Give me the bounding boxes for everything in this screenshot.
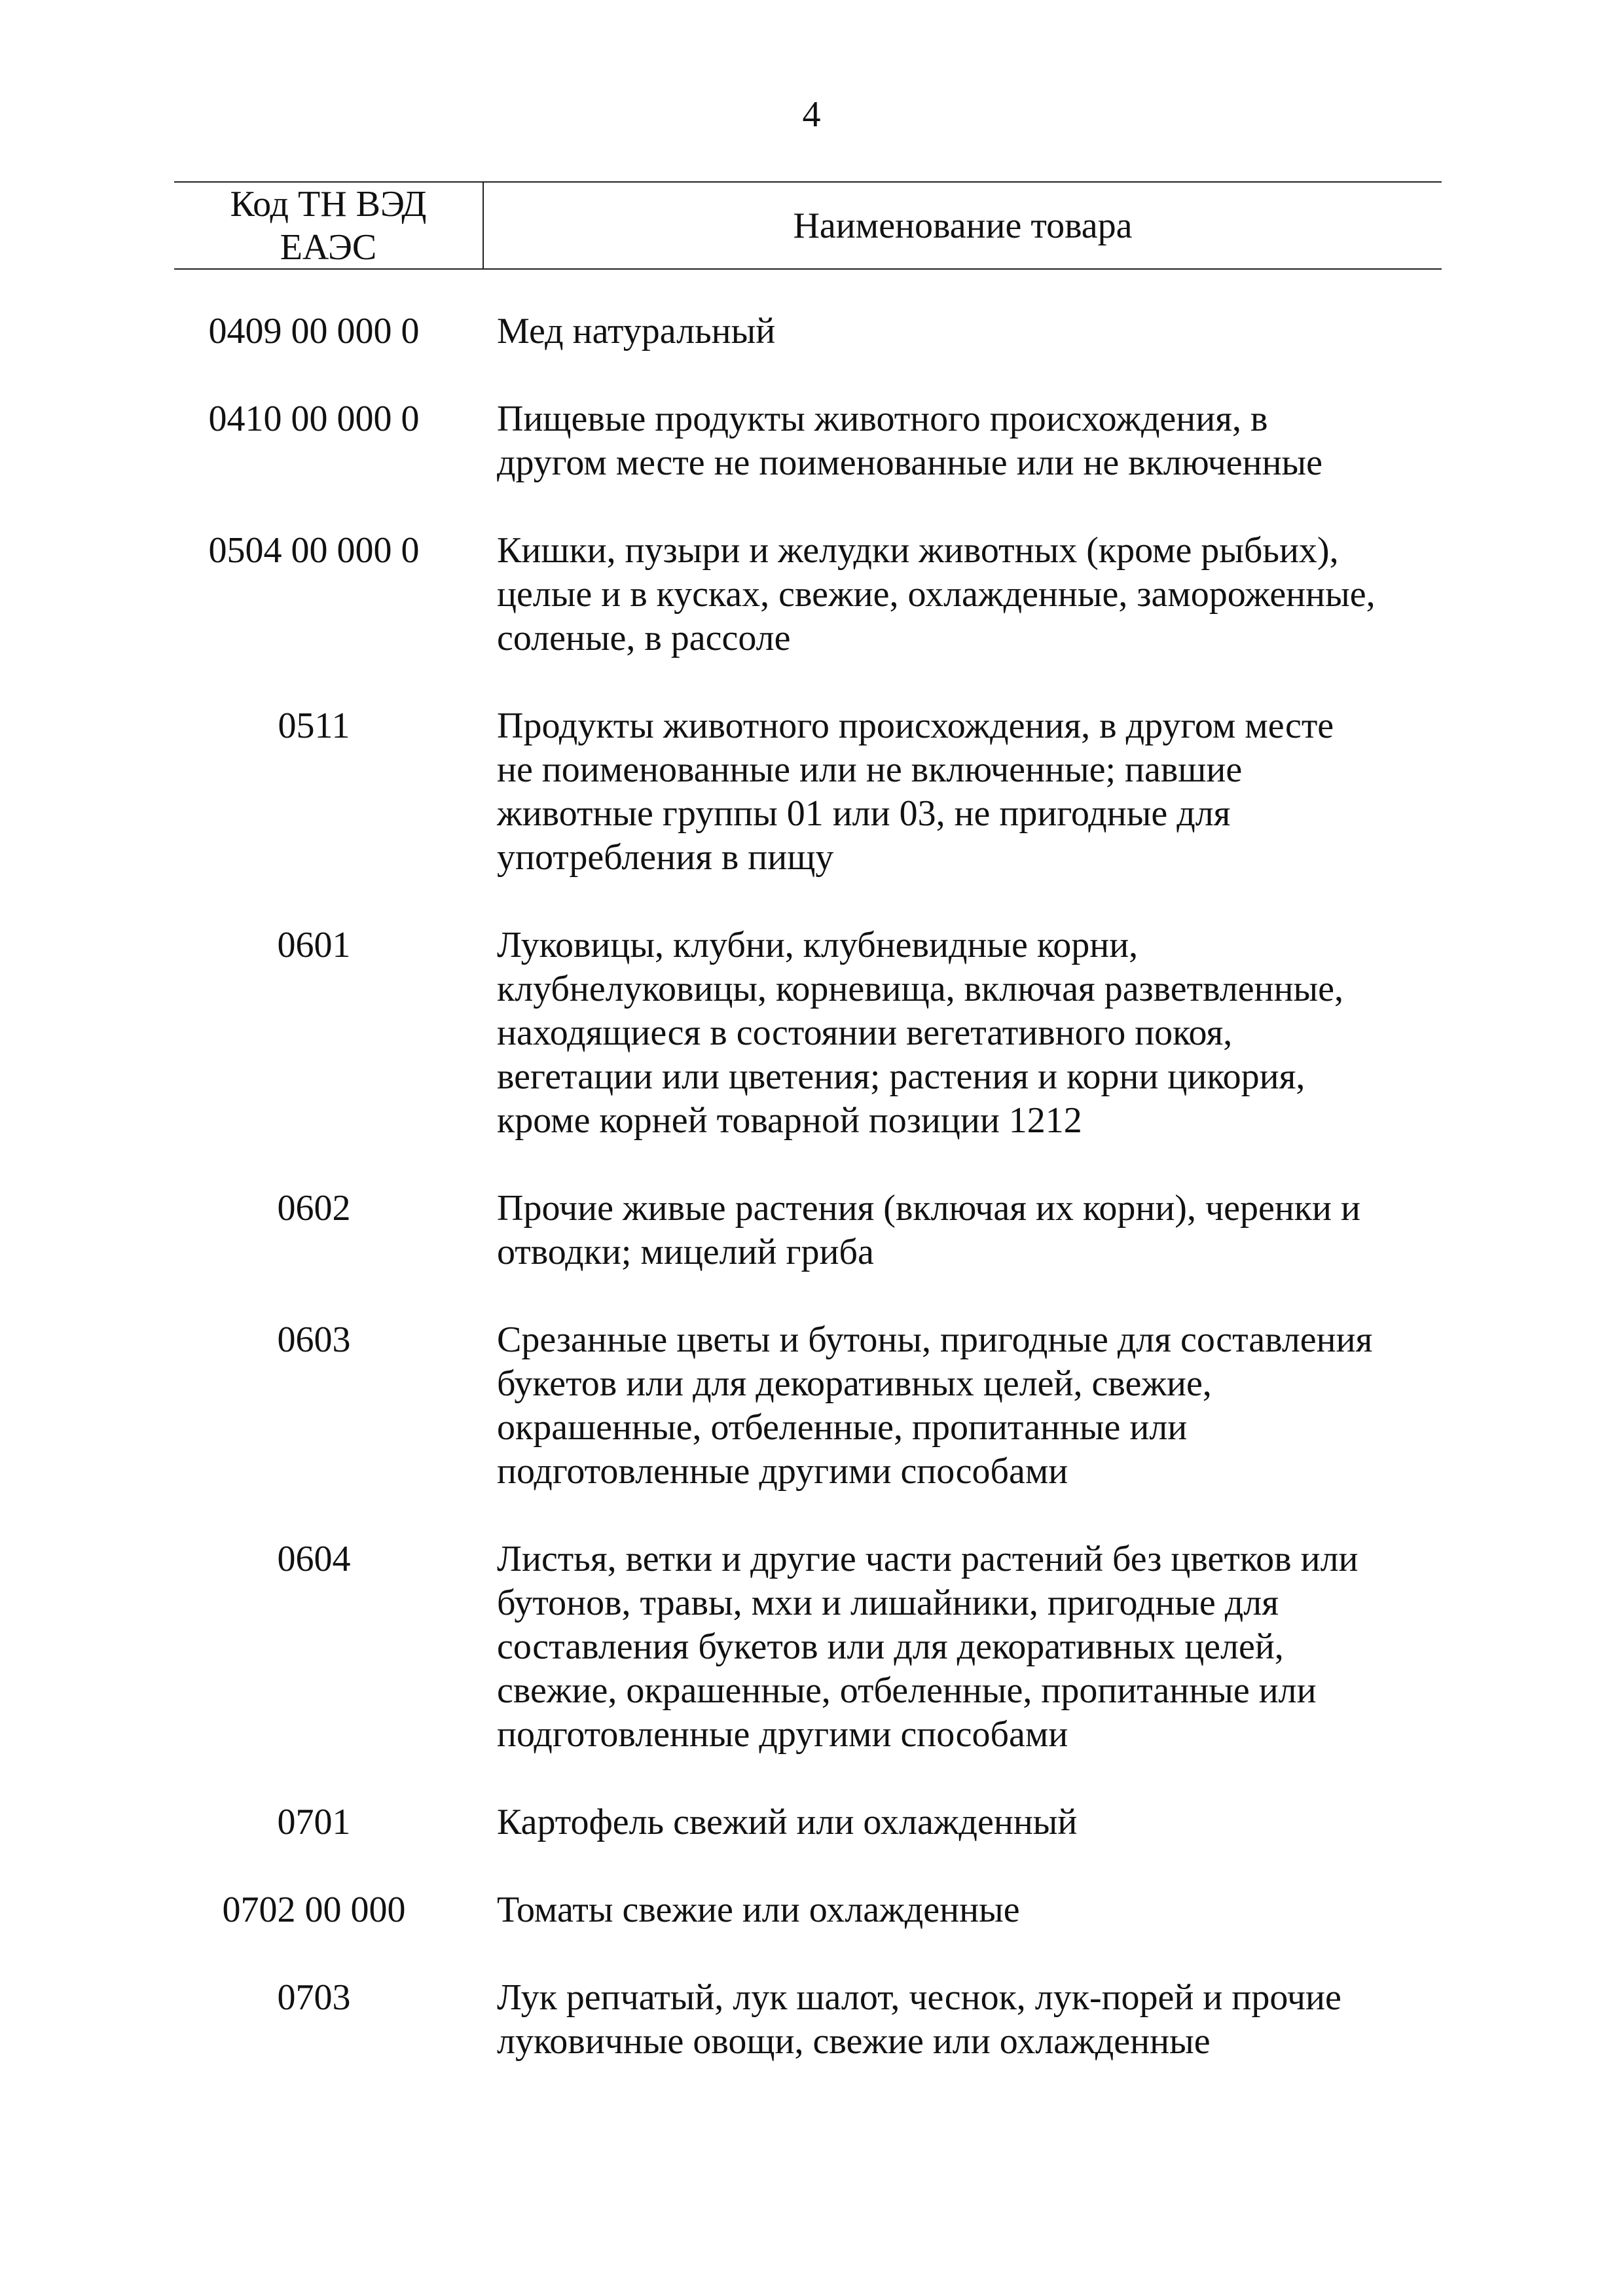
- header-code-line1: Код ТН ВЭД: [230, 183, 427, 224]
- row-code: 0701: [277, 1802, 351, 1842]
- row-name-line: целые и в кусках, свежие, охлажденные, замороженные,: [497, 574, 1376, 615]
- row-name-line: Луковицы, клубни, клубневидные корни,: [497, 925, 1139, 965]
- row-code: 0504 00 000 0: [208, 530, 420, 571]
- header-name-column: Наименование товара: [793, 205, 1133, 246]
- row-name-line: животные группы 01 или 03, не пригодные для: [497, 793, 1231, 834]
- row-name-line: Мед натуральный: [497, 311, 776, 351]
- row-name-line: Листья, ветки и другие части растений без цветков или: [497, 1539, 1359, 1579]
- row-name-line: бутонов, травы, мхи и лишайники, пригодные для: [497, 1583, 1279, 1623]
- table-row: [174, 1801, 1442, 1844]
- row-code: 0703: [277, 1977, 351, 2018]
- row-name: [484, 1888, 1442, 1932]
- row-name-line: окрашенные, отбеленные, пропитанные или: [497, 1407, 1188, 1448]
- row-name-line: употребления в пищу: [497, 837, 834, 878]
- table-row: [174, 397, 1442, 485]
- row-name-line: находящиеся в состоянии вегетативного покоя,: [497, 1013, 1233, 1053]
- row-name: [484, 1187, 1442, 1274]
- row-name-line: подготовленные другими способами: [497, 1714, 1068, 1755]
- table-header: [174, 181, 1442, 270]
- row-code: 0410 00 000 0: [208, 399, 420, 439]
- row-code: 0602: [277, 1188, 351, 1229]
- table-row: [174, 1537, 1442, 1757]
- row-code: 0409 00 000 0: [208, 311, 420, 351]
- row-name-line: Прочие живые растения (включая их корни), черенки и: [497, 1188, 1360, 1229]
- row-name: [484, 1976, 1442, 2064]
- row-name: [484, 1318, 1442, 1494]
- page-number: 4: [802, 94, 821, 135]
- row-name: [484, 529, 1442, 660]
- row-name-line: букетов или для декоративных целей, свежие,: [497, 1363, 1212, 1404]
- row-name-line: Томаты свежие или охлажденные: [497, 1890, 1020, 1930]
- row-name: [484, 1801, 1442, 1844]
- row-name-line: Пищевые продукты животного происхождения, в: [497, 399, 1268, 439]
- row-name-line: кроме корней товарной позиции 1212: [497, 1100, 1082, 1141]
- row-code: 0603: [277, 1319, 351, 1360]
- table-row: [174, 529, 1442, 660]
- row-code: 0604: [277, 1539, 351, 1579]
- row-name: [484, 1537, 1442, 1757]
- table-row: [174, 704, 1442, 880]
- table-row: [174, 310, 1442, 353]
- row-code: 0511: [278, 706, 350, 746]
- row-name-line: не поименованные или не включенные; павшие: [497, 749, 1243, 790]
- row-name-line: Лук репчатый, лук шалот, чеснок, лук-порей и прочие: [497, 1977, 1341, 2018]
- row-name-line: луковичные овощи, свежие или охлажденные: [497, 2021, 1211, 2062]
- row-name-line: Продукты животного происхождения, в другом месте: [497, 706, 1334, 746]
- table-row: [174, 1976, 1442, 2064]
- row-name-line: отводки; мицелий гриба: [497, 1232, 874, 1272]
- row-name: [484, 704, 1442, 880]
- row-code: 0702 00 000: [222, 1890, 406, 1930]
- row-name-line: Кишки, пузыри и желудки животных (кроме рыбьих),: [497, 530, 1339, 571]
- row-name: [484, 924, 1442, 1143]
- row-name-line: клубнелуковицы, корневища, включая разветвленные,: [497, 969, 1344, 1009]
- table-row: [174, 1318, 1442, 1494]
- row-name-line: Картофель свежий или охлажденный: [497, 1802, 1078, 1842]
- row-name: [484, 310, 1442, 353]
- row-name-line: соленые, в рассоле: [497, 618, 791, 658]
- row-code: 0601: [277, 925, 351, 965]
- table-row: [174, 1187, 1442, 1274]
- table-row: [174, 924, 1442, 1143]
- table-body: [174, 310, 1442, 2108]
- header-code-line2: ЕАЭС: [280, 226, 377, 268]
- row-name-line: составления букетов или для декоративных целей,: [497, 1626, 1284, 1667]
- table-row: [174, 1888, 1442, 1932]
- row-name-line: подготовленные другими способами: [497, 1451, 1068, 1492]
- row-name-line: свежие, окрашенные, отбеленные, пропитанные или: [497, 1670, 1317, 1711]
- row-name-line: вегетации или цветения; растения и корни цикория,: [497, 1056, 1305, 1097]
- row-name: [484, 397, 1442, 485]
- row-name-line: Срезанные цветы и бутоны, пригодные для составления: [497, 1319, 1373, 1360]
- header-code-column: [174, 183, 484, 268]
- row-name-line: другом месте не поименованные или не включенные: [497, 442, 1323, 483]
